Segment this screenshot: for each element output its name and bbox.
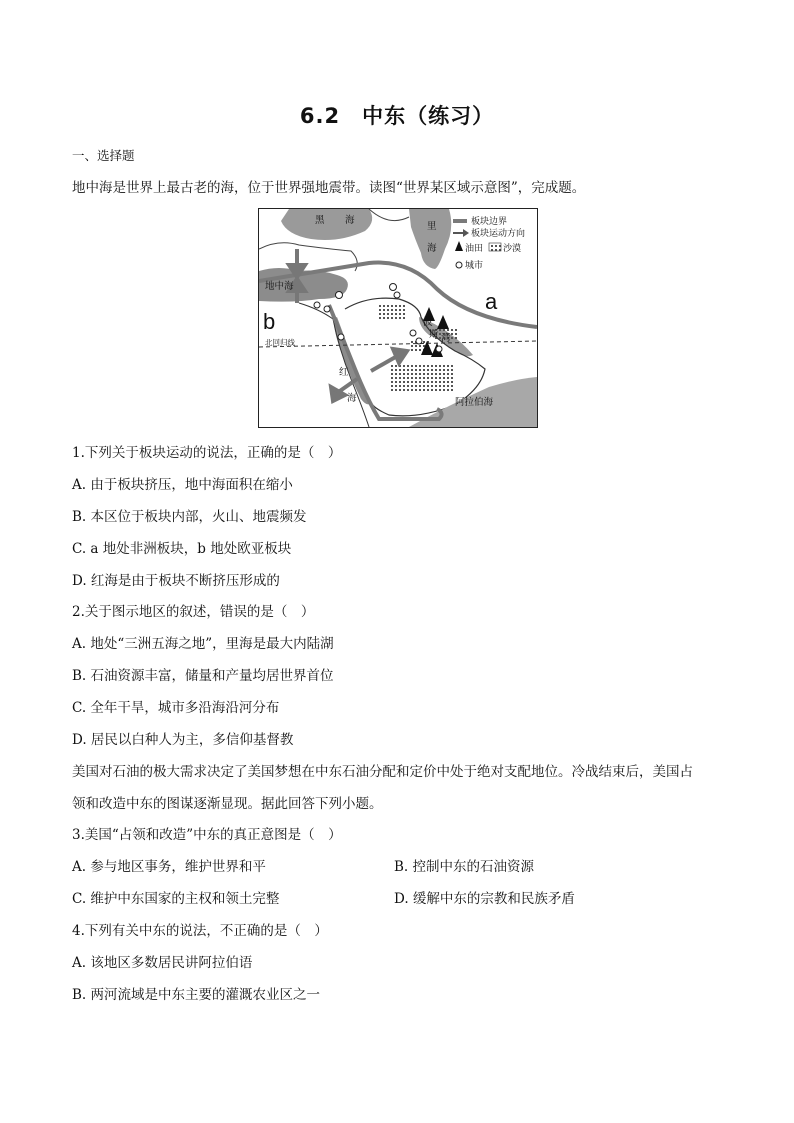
question-1-option-a: A. 由于板块挤压，地中海面积在缩小 [72,477,293,493]
persian-gulf-label-1: 波 [423,317,433,328]
section-heading: 一、选择题 [72,148,135,163]
legend-oilfield-label: 油田 [465,244,484,254]
question-2-option-a: A. 地处“三洲五海之地”，里海是最大内陆湖 [72,636,334,652]
question-3-option-c: C. 维护中东国家的主权和领土完整 [72,891,280,907]
page-title: 6.2 中东（练习） [299,104,495,128]
legend-desert-label: 沙漠 [503,244,522,254]
black-sea-label-1: 黑 [315,215,325,226]
question-3-stem: 3.美国“占领和改造”中东的真正意图是（ ） [72,827,342,843]
question-3-option-d: D. 缓解中东的宗教和民族矛盾 [394,891,575,907]
red-sea-label-2: 海 [347,393,357,404]
caspian-sea-shape [409,209,451,269]
caspian-label-2: 海 [427,243,437,254]
red-sea-label-1: 红 [339,367,349,378]
legend-boundary-label: 板块边界 [471,217,508,227]
tropic-label: 北回归线 [265,338,295,347]
plate-label-a: a [485,289,498,314]
question-4-stem: 4.下列有关中东的说法，不正确的是（ ） [72,923,328,939]
mediterranean-label: 地中海 [265,281,294,292]
question-1-option-b: B. 本区位于板块内部，火山、地震频发 [72,509,307,525]
plate-label-b: b [263,309,276,334]
question-2-option-d: D. 居民以白种人为主，多信仰基督教 [72,732,294,748]
intro-passage-2-line-1: 美国对石油的极大需求决定了美国梦想在中东石油分配和定价中处于绝对支配地位。冷战结束后，美国占 [72,764,693,780]
black-sea-label-2: 海 [345,215,355,226]
question-4-option-b: B. 两河流域是中东主要的灌溉农业区之一 [72,987,321,1003]
intro-passage-2-line-2: 领和改造中东的图谋逐渐显现。据此回答下列小题。 [72,796,383,812]
tropic-of-cancer-line [259,341,537,347]
arabian-sea-label: 阿拉伯海 [455,397,494,408]
persian-gulf-label-3: 湾 [441,333,451,344]
question-1-option-d: D. 红海是由于板块不断挤压形成的 [72,573,280,589]
region-map [258,208,538,428]
question-1-option-c: C. a 地处非洲板块，b 地处欧亚板块 [72,541,292,557]
question-2-stem: 2.关于图示地区的叙述，错误的是（ ） [72,604,315,620]
legend-city-label: 城市 [465,261,484,271]
persian-gulf-label-2: 斯 [429,329,439,340]
question-4-option-a: A. 该地区多数居民讲阿拉伯语 [72,955,253,971]
question-3-option-a: A. 参与地区事务，维护世界和平 [72,859,266,875]
question-2-option-b: B. 石油资源丰富，储量和产量均居世界首位 [72,668,334,684]
legend-direction-label: 板块运动方向 [471,229,526,239]
question-1-stem: 1.下列关于板块运动的说法，正确的是（ ） [72,445,342,461]
question-3-option-b: B. 控制中东的石油资源 [394,859,535,875]
caspian-label-1: 里 [427,221,437,232]
question-2-option-c: C. 全年干旱，城市多沿海沿河分布 [72,700,280,716]
intro-passage-1: 地中海是世界上最古老的海，位于世界强地震带。读图“世界某区域示意图”，完成题。 [72,180,586,196]
black-sea-shape [281,209,372,240]
